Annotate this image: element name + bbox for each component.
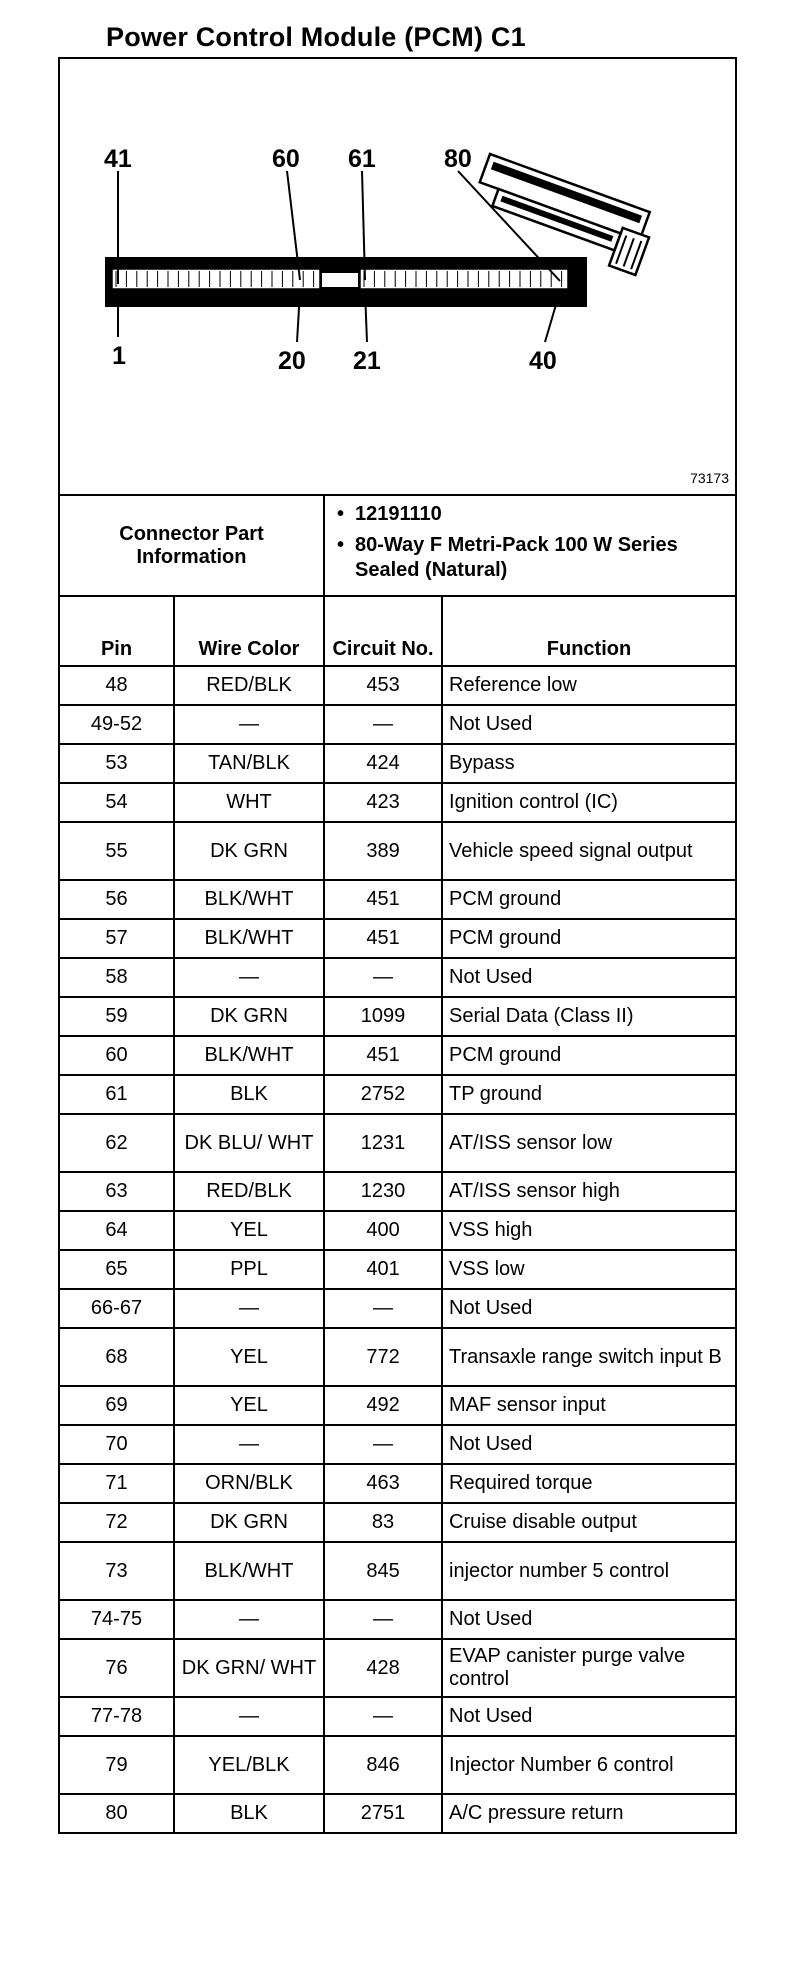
pin-label-20: 20 [278,347,306,375]
function-cell: Not Used [442,1289,735,1328]
pin-cell: 56 [60,880,174,919]
function-cell: injector number 5 control [442,1542,735,1600]
table-row [60,1289,735,1328]
wire-color-cell: RED/BLK [174,1172,324,1211]
wire-color-cell: DK BLU/ WHT [174,1114,324,1172]
circuit-cell: 400 [324,1211,442,1250]
cavity-row-left [112,269,320,289]
table-row [60,705,735,744]
function-cell: Not Used [442,705,735,744]
function-cell: AT/ISS sensor low [442,1114,735,1172]
wire-color-cell: BLK [174,1075,324,1114]
circuit-cell: 428 [324,1639,442,1697]
pin-cell: 70 [60,1425,174,1464]
pin-cell: 64 [60,1211,174,1250]
pin-cell: 53 [60,744,174,783]
table-row [60,1250,735,1289]
pin-cell: 73 [60,1542,174,1600]
circuit-cell: 845 [324,1542,442,1600]
function-cell: Serial Data (Class II) [442,997,735,1036]
table-row [60,1211,735,1250]
wire-color-cell: PPL [174,1250,324,1289]
circuit-cell: — [324,1425,442,1464]
circuit-cell: 772 [324,1328,442,1386]
header-function: Function [442,596,735,666]
connector-info-label: Connector Part Information [60,496,324,596]
table-row [60,880,735,919]
circuit-cell: 1099 [324,997,442,1036]
pin-cell: 76 [60,1639,174,1697]
wire-color-cell: YEL [174,1328,324,1386]
pinout-table [60,496,735,1832]
table-row [60,1542,735,1600]
table-row [60,1600,735,1639]
cavity-row-right [360,269,568,289]
table-row [60,1425,735,1464]
figure-number: 73173 [690,470,729,486]
wire-color-cell: DK GRN [174,1503,324,1542]
connector-info-row [60,496,735,596]
pin-label-61: 61 [348,145,376,173]
function-cell: Cruise disable output [442,1503,735,1542]
pin-label-60: 60 [272,145,300,173]
function-cell: Injector Number 6 control [442,1736,735,1794]
function-cell: Bypass [442,744,735,783]
table-row [60,822,735,880]
function-cell: Not Used [442,1697,735,1736]
connector-key-slot [322,273,358,287]
table-row [60,744,735,783]
function-cell: Not Used [442,1425,735,1464]
wire-color-cell: DK GRN [174,822,324,880]
circuit-cell: 451 [324,1036,442,1075]
pin-cell: 74-75 [60,1600,174,1639]
table-row [60,783,735,822]
pin-cell: 71 [60,1464,174,1503]
function-cell: Ignition control (IC) [442,783,735,822]
wire-color-cell: YEL/BLK [174,1736,324,1794]
connector-description: • 80-Way F Metri-Pack 100 W Series Sealed (Natural) [333,533,727,583]
wire-color-cell: — [174,705,324,744]
table-row [60,1503,735,1542]
table-row [60,1036,735,1075]
table-row [60,1172,735,1211]
pin-label-1: 1 [112,342,126,370]
wire-color-cell: YEL [174,1211,324,1250]
wire-color-cell: — [174,1697,324,1736]
circuit-cell: 2752 [324,1075,442,1114]
circuit-cell: 423 [324,783,442,822]
pin-cell: 63 [60,1172,174,1211]
function-cell: PCM ground [442,880,735,919]
pin-cell: 60 [60,1036,174,1075]
wire-color-cell: BLK/WHT [174,1036,324,1075]
table-header-row [60,596,735,666]
function-cell: EVAP canister purge valve control [442,1639,735,1697]
table-row [60,958,735,997]
header-pin: Pin [60,596,174,666]
function-cell: Reference low [442,666,735,705]
wire-color-cell: BLK [174,1794,324,1832]
function-cell: PCM ground [442,919,735,958]
pin-cell: 79 [60,1736,174,1794]
wire-color-cell: BLK/WHT [174,880,324,919]
table-row [60,1794,735,1832]
table-row [60,1386,735,1425]
pin-cell: 68 [60,1328,174,1386]
wire-color-cell: — [174,1289,324,1328]
function-cell: Not Used [442,1600,735,1639]
wire-color-cell: DK GRN/ WHT [174,1639,324,1697]
wire-color-cell: WHT [174,783,324,822]
circuit-cell: 453 [324,666,442,705]
circuit-cell: — [324,1697,442,1736]
table-row [60,1697,735,1736]
connector-info-details [324,496,735,596]
circuit-cell: 401 [324,1250,442,1289]
circuit-cell: — [324,1600,442,1639]
wire-color-cell: ORN/BLK [174,1464,324,1503]
function-cell: MAF sensor input [442,1386,735,1425]
function-cell: TP ground [442,1075,735,1114]
table-row [60,1114,735,1172]
circuit-cell: 2751 [324,1794,442,1832]
page-title: Power Control Module (PCM) C1 [106,22,526,52]
pin-label-80: 80 [444,145,472,173]
table-row [60,1464,735,1503]
connector-illustration [60,59,735,494]
function-cell: Vehicle speed signal output [442,822,735,880]
wire-color-cell: TAN/BLK [174,744,324,783]
pin-cell: 49-52 [60,705,174,744]
pin-cell: 65 [60,1250,174,1289]
circuit-cell: 424 [324,744,442,783]
pin-cell: 61 [60,1075,174,1114]
pin-cell: 58 [60,958,174,997]
table-row [60,1075,735,1114]
circuit-cell: 1230 [324,1172,442,1211]
pin-cell: 66-67 [60,1289,174,1328]
function-cell: Transaxle range switch input B [442,1328,735,1386]
circuit-cell: 451 [324,880,442,919]
circuit-cell: — [324,705,442,744]
function-cell: A/C pressure return [442,1794,735,1832]
function-cell: VSS low [442,1250,735,1289]
table-row [60,666,735,705]
circuit-cell: 83 [324,1503,442,1542]
table-row [60,919,735,958]
wire-color-cell: RED/BLK [174,666,324,705]
pin-cell: 69 [60,1386,174,1425]
circuit-cell: 389 [324,822,442,880]
table-row [60,1639,735,1697]
pin-cell: 77-78 [60,1697,174,1736]
circuit-cell: 846 [324,1736,442,1794]
wire-color-cell: — [174,1600,324,1639]
table-row [60,1328,735,1386]
circuit-cell: 1231 [324,1114,442,1172]
pin-cell: 54 [60,783,174,822]
pin-cell: 59 [60,997,174,1036]
pin-label-41: 41 [104,145,132,173]
pin-cell: 80 [60,1794,174,1832]
function-cell: Required torque [442,1464,735,1503]
table-row [60,1736,735,1794]
pin-label-21: 21 [353,347,381,375]
pin-cell: 57 [60,919,174,958]
wire-color-cell: — [174,1425,324,1464]
pin-cell: 62 [60,1114,174,1172]
pin-cell: 55 [60,822,174,880]
header-wire-color: Wire Color [174,596,324,666]
function-cell: Not Used [442,958,735,997]
wire-color-cell: YEL [174,1386,324,1425]
wire-color-cell: BLK/WHT [174,1542,324,1600]
circuit-cell: — [324,1289,442,1328]
pin-cell: 48 [60,666,174,705]
pin-cell: 72 [60,1503,174,1542]
pin-label-40: 40 [529,347,557,375]
connector-diagram [60,59,735,496]
wire-color-cell: — [174,958,324,997]
connector-part-number: • 12191110 [333,502,727,527]
circuit-cell: 451 [324,919,442,958]
circuit-cell: 463 [324,1464,442,1503]
header-circuit-no: Circuit No. [324,596,442,666]
function-cell: PCM ground [442,1036,735,1075]
function-cell: AT/ISS sensor high [442,1172,735,1211]
function-cell: VSS high [442,1211,735,1250]
wire-color-cell: DK GRN [174,997,324,1036]
mating-connector-icon [468,154,657,275]
connector-table-frame [58,57,737,1834]
circuit-cell: 492 [324,1386,442,1425]
circuit-cell: — [324,958,442,997]
wire-color-cell: BLK/WHT [174,919,324,958]
table-row [60,997,735,1036]
